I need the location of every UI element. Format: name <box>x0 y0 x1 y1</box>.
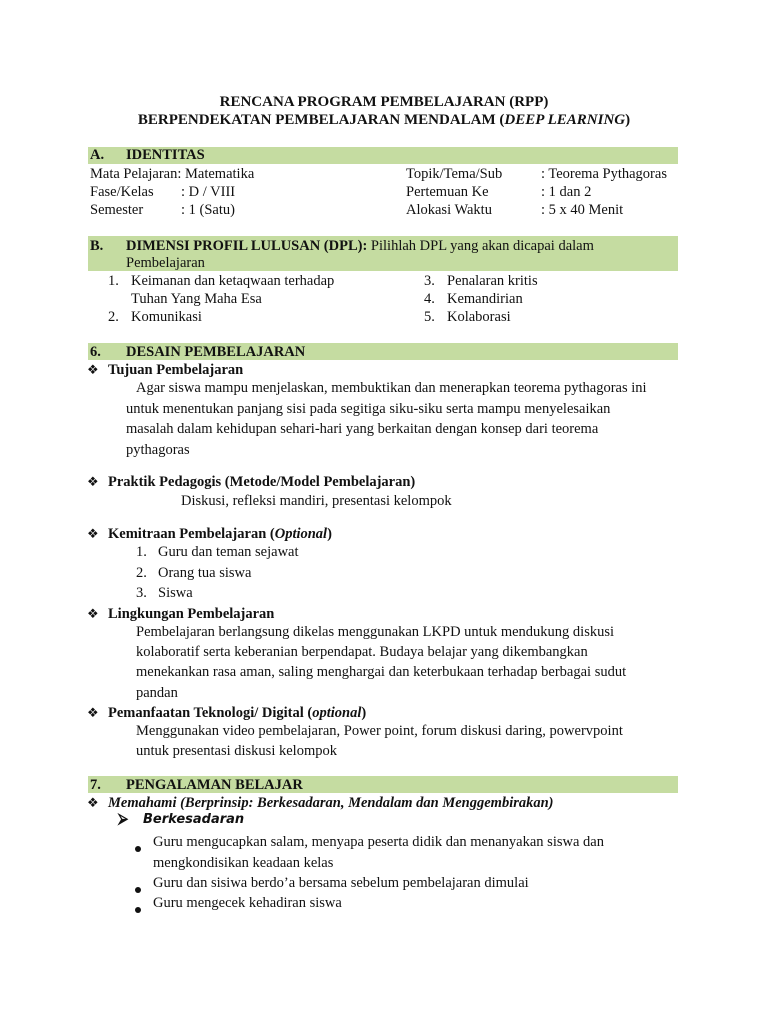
dpl-item-text: Kolaborasi <box>447 309 511 325</box>
kemitraan-item-num: 1. <box>136 544 147 560</box>
dpl-item-num: 3. <box>424 273 435 289</box>
dot-bullet-icon <box>135 840 141 857</box>
tujuan-text-line: Agar siswa mampu menjelaskan, membuktikan dan menerapkan teorema pythagoras ini <box>136 380 647 396</box>
dpl-heading-bold: DIMENSI PROFIL LULUSAN (DPL): <box>126 238 368 254</box>
teknologi-heading-italic: optional <box>312 705 362 721</box>
tujuan-text-line: masalah dalam kehidupan sehari-hari yang berkaitan dengan konsep dari teorema <box>126 421 599 437</box>
teknologi-text-line: untuk presentasi diskusi kelompok <box>136 743 337 759</box>
dpl-heading-sub-line2: Pembelajaran <box>126 255 205 271</box>
praktik-heading: Praktik Pedagogis (Metode/Model Pembelajaran) <box>108 474 416 490</box>
diamond-bullet-icon: ❖ <box>87 362 99 377</box>
dot-bullet-icon <box>135 881 141 898</box>
kemitraan-item-num: 3. <box>136 585 147 601</box>
dpl-item-num: 1. <box>108 273 119 289</box>
praktik-text: Diskusi, refleksi mandiri, presentasi kelompok <box>181 493 452 509</box>
dpl-item-num: 4. <box>424 291 435 307</box>
dpl-item-text: Komunikasi <box>131 309 202 325</box>
title-line2-italic: DEEP LEARNING <box>504 112 626 128</box>
kegiatan-bullet-text: Guru mengecek kehadiran siswa <box>153 895 342 911</box>
kegiatan-bullet-text-cont: mengkondisikan keadaan kelas <box>153 855 334 871</box>
fase-value: : D / VIII <box>181 184 236 200</box>
lingkungan-text-line: kolaboratif serta keberanian berpendapat. Budaya belajar yang dikembangkan <box>136 644 588 660</box>
kemitraan-heading <box>108 526 332 543</box>
semester-value: : 1 (Satu) <box>181 202 235 218</box>
pertemuan-label: Pertemuan Ke <box>406 184 489 200</box>
kemitraan-heading-c: ) <box>327 526 332 542</box>
teknologi-text-line: Menggunakan video pembelajaran, Power point, forum diskusi daring, powervpoint <box>136 723 623 739</box>
memahami-heading: Memahami (Berprinsip: Berkesadaran, Mendalam dan Menggembirakan) <box>108 795 554 811</box>
diamond-bullet-icon: ❖ <box>87 474 99 489</box>
kemitraan-item-text: Guru dan teman sejawat <box>158 544 299 560</box>
alokasi-label: Alokasi Waktu <box>406 202 492 218</box>
dpl-item-text: Penalaran kritis <box>447 273 538 289</box>
lingkungan-heading: Lingkungan Pembelajaran <box>108 606 275 622</box>
lingkungan-text-line: Pembelajaran berlangsung dikelas menggunakan LKPD untuk mendukung diskusi <box>136 624 615 640</box>
section-number-7: 7. <box>90 777 101 793</box>
title-line2-part-c: ) <box>625 112 631 128</box>
kemitraan-item-num: 2. <box>136 565 147 581</box>
section-letter-a: A. <box>90 147 105 163</box>
lingkungan-text-line: pandan <box>136 685 178 701</box>
diamond-bullet-icon: ❖ <box>87 795 99 810</box>
berkesadaran-heading: Berkesadaran <box>143 812 245 827</box>
section-heading-pengalaman: PENGALAMAN BELAJAR <box>126 777 303 793</box>
doc-title-line1: RENCANA PROGRAM PEMBELAJARAN (RPP) <box>219 94 549 110</box>
dpl-item-text: Keimanan dan ketaqwaan terhadap <box>131 273 335 289</box>
diamond-bullet-icon: ❖ <box>87 526 99 541</box>
semester-label: Semester <box>90 202 144 218</box>
dpl-heading-sub: Pilihlah DPL yang akan dicapai dalam <box>367 238 594 254</box>
kegiatan-bullet-text: Guru dan sisiwa berdo’a bersama sebelum pembelajaran dimulai <box>153 875 529 891</box>
diamond-bullet-icon: ❖ <box>87 606 99 621</box>
diamond-bullet-icon: ❖ <box>87 705 99 720</box>
topik-value: : Teorema Pythagoras <box>541 166 667 182</box>
dpl-item-text-cont: Tuhan Yang Maha Esa <box>131 291 262 307</box>
tujuan-heading: Tujuan Pembelajaran <box>108 362 244 378</box>
mapel-label: Mata Pelajaran: Matematika <box>90 166 255 182</box>
dpl-item-num: 2. <box>108 309 119 325</box>
tujuan-text-line: pythagoras <box>126 442 190 458</box>
section-heading-dpl <box>126 238 594 255</box>
kegiatan-bullet-text: Guru mengucapkan salam, menyapa peserta didik dan menanyakan siswa dan <box>153 834 604 850</box>
arrow-bullet-icon: ⮚ <box>118 812 128 827</box>
teknologi-heading <box>108 705 366 722</box>
lingkungan-text-line: menekankan rasa aman, saling menghargai dan keterbukaan terhadap berbagai sudut <box>136 664 627 680</box>
dpl-item-num: 5. <box>424 309 435 325</box>
section-heading-desain: DESAIN PEMBELAJARAN <box>126 344 306 360</box>
teknologi-heading-c: ) <box>361 705 367 721</box>
kemitraan-item-text: Siswa <box>158 585 193 601</box>
section-letter-b: B. <box>90 238 104 254</box>
dot-bullet-icon <box>135 901 141 918</box>
section-number-6: 6. <box>90 344 101 360</box>
alokasi-value: : 5 x 40 Menit <box>541 202 624 218</box>
doc-title-line2 <box>0 112 768 129</box>
fase-label: Fase/Kelas <box>90 184 154 200</box>
kemitraan-heading-a: Kemitraan Pembelajaran ( <box>108 526 275 542</box>
topik-label: Topik/Tema/Sub <box>406 166 503 182</box>
dpl-item-text: Kemandirian <box>447 291 523 307</box>
tujuan-text-line: untuk menentukan panjang sisi pada segitiga siku-siku serta mampu menyelesaikan <box>126 401 611 417</box>
teknologi-heading-a: Pemanfaatan Teknologi/ Digital ( <box>108 705 313 721</box>
kemitraan-item-text: Orang tua siswa <box>158 565 252 581</box>
kemitraan-heading-italic: Optional <box>274 526 328 542</box>
title-line2-part-a: BERPENDEKATAN PEMBELAJARAN MENDALAM ( <box>137 112 505 128</box>
pertemuan-value: : 1 dan 2 <box>541 184 592 200</box>
section-heading-identitas: IDENTITAS <box>126 147 205 163</box>
